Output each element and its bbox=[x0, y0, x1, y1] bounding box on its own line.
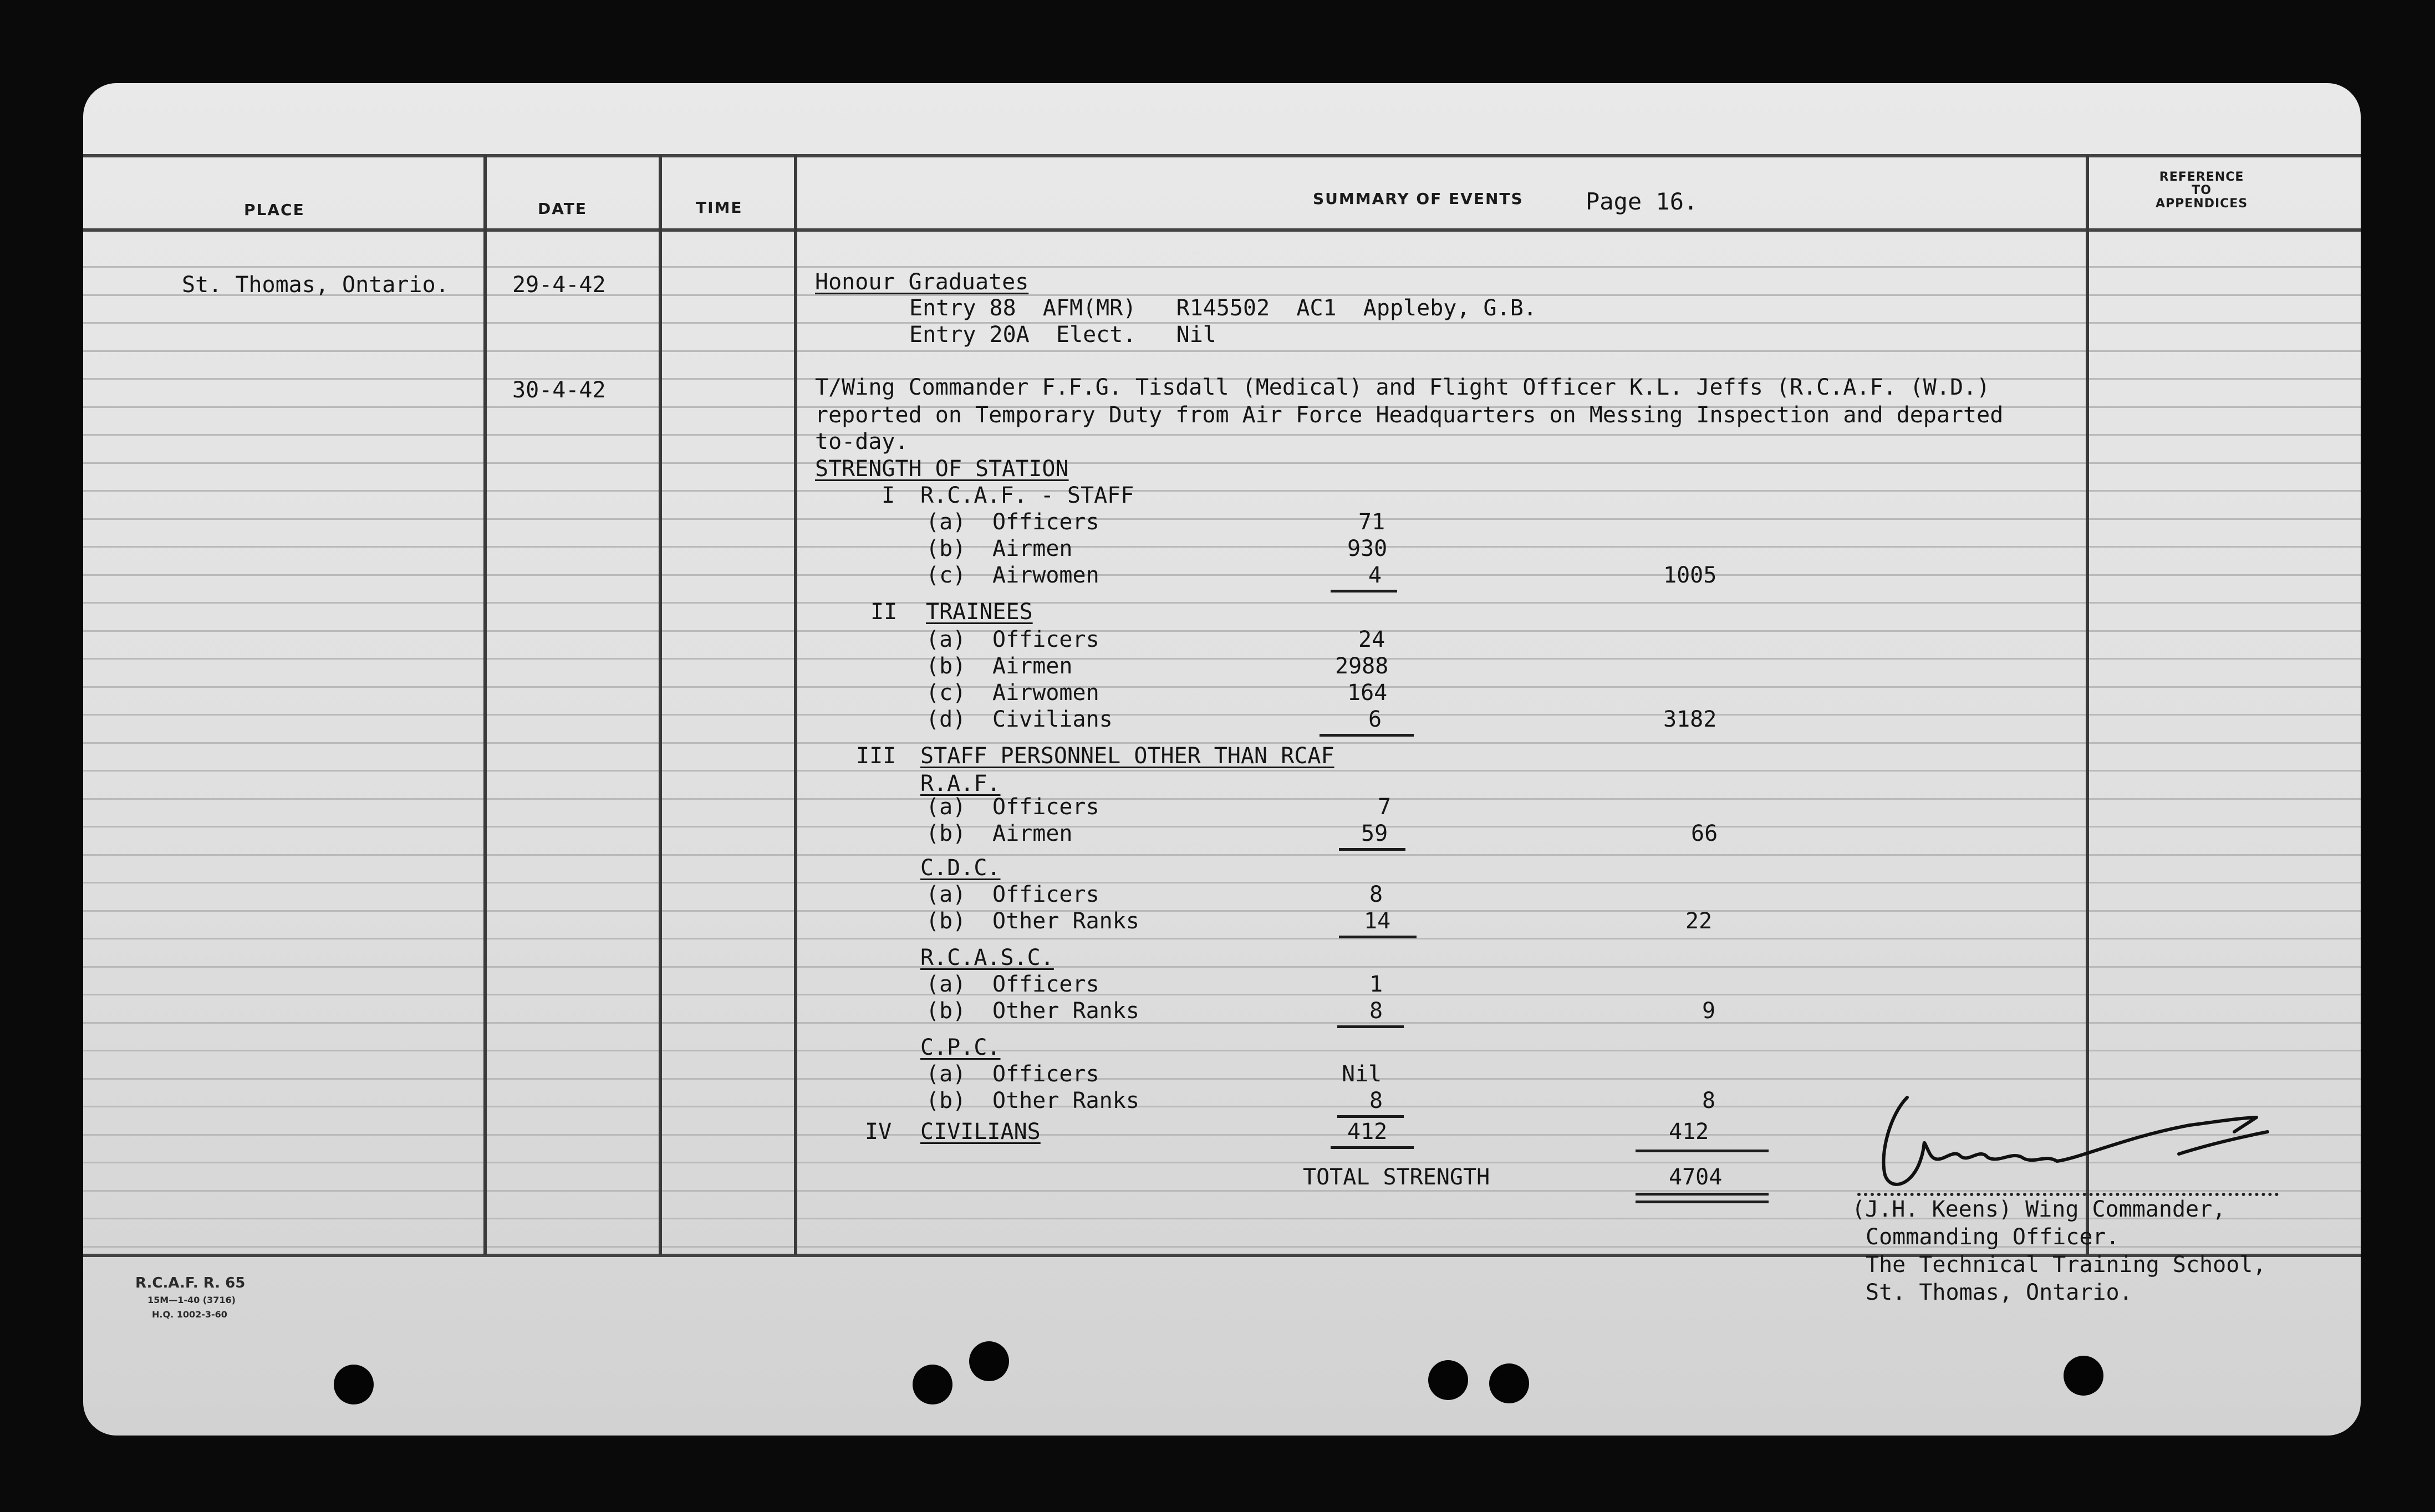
form-code: R.C.A.F. R. 65 bbox=[135, 1275, 246, 1291]
total-double-rule-2 bbox=[1636, 1201, 1769, 1203]
subtotal-value: 1005 bbox=[1663, 563, 1717, 588]
ruled-line bbox=[83, 966, 2361, 968]
handwritten-signature bbox=[1868, 1092, 2290, 1203]
total-value: 4704 bbox=[1669, 1164, 1723, 1190]
column-divider-summary bbox=[2086, 155, 2089, 1255]
ruled-line bbox=[83, 518, 2361, 520]
record-card bbox=[83, 83, 2361, 1436]
row-key: (a) bbox=[926, 627, 966, 652]
row-value: 14 bbox=[1364, 908, 1391, 934]
row-value: 59 bbox=[1361, 821, 1388, 846]
ruled-line bbox=[83, 714, 2361, 716]
group-numeral: III bbox=[856, 743, 896, 769]
date-value-2: 30-4-42 bbox=[512, 377, 606, 403]
entry2-para-line-3: to-day. bbox=[815, 429, 909, 454]
header-time: TIME bbox=[696, 198, 743, 217]
header-summary: SUMMARY OF EVENTS bbox=[1313, 190, 1524, 208]
subtotal-value: 8 bbox=[1702, 1088, 1716, 1113]
signature-unit: The Technical Training School, bbox=[1866, 1252, 2266, 1278]
row-label: Officers bbox=[992, 509, 1099, 535]
row-label: Airmen bbox=[992, 536, 1073, 561]
total-label: TOTAL STRENGTH bbox=[1303, 1164, 1490, 1190]
ruled-line bbox=[83, 490, 2361, 492]
row-key: (a) bbox=[926, 794, 966, 820]
sum-rule bbox=[1331, 1146, 1414, 1149]
ruled-line bbox=[83, 266, 2361, 268]
row-key: (b) bbox=[926, 1088, 966, 1113]
honour-graduates-title: Honour Graduates bbox=[815, 269, 1029, 295]
subgroup-title: C.P.C. bbox=[920, 1035, 1001, 1060]
punch-hole bbox=[913, 1365, 952, 1404]
place-value: St. Thomas, Ontario. bbox=[182, 272, 449, 298]
header-place: PLACE bbox=[244, 201, 305, 219]
group-title: STAFF PERSONNEL OTHER THAN RCAF bbox=[920, 743, 1334, 769]
row-label: Airmen bbox=[992, 821, 1073, 846]
row-value: 24 bbox=[1358, 627, 1385, 652]
sum-rule bbox=[1320, 734, 1414, 737]
row-value: 7 bbox=[1378, 794, 1392, 820]
group-numeral: I bbox=[882, 483, 895, 508]
row-label: Other Ranks bbox=[992, 908, 1139, 934]
punch-hole bbox=[969, 1341, 1009, 1381]
ruled-line bbox=[83, 770, 2361, 772]
row-value: Nil bbox=[1342, 1061, 1382, 1087]
ruled-line bbox=[83, 602, 2361, 604]
row-value: 1 bbox=[1369, 972, 1383, 997]
ruled-line bbox=[83, 826, 2361, 827]
row-value: 8 bbox=[1369, 998, 1383, 1024]
row-key: (a) bbox=[926, 1061, 966, 1087]
punch-hole bbox=[1489, 1363, 1529, 1403]
page-number: Page 16. bbox=[1586, 188, 1698, 215]
group-numeral: II bbox=[870, 599, 898, 625]
row-value: 8 bbox=[1369, 1088, 1383, 1113]
ruled-line bbox=[83, 546, 2361, 548]
header-rule bbox=[83, 228, 2361, 232]
row-value: 930 bbox=[1347, 536, 1388, 561]
strength-heading: STRENGTH OF STATION bbox=[815, 456, 1069, 482]
date-value-1: 29-4-42 bbox=[512, 272, 606, 298]
row-label: Airwomen bbox=[992, 563, 1099, 588]
row-label: Other Ranks bbox=[992, 1088, 1139, 1113]
row-label: Officers bbox=[992, 627, 1099, 652]
ruled-line bbox=[83, 910, 2361, 912]
signature-title: Commanding Officer. bbox=[1866, 1224, 2120, 1250]
ruled-line bbox=[83, 854, 2361, 856]
honour-entry-line-1: Entry 88 AFM(MR) R145502 AC1 Appleby, G.B. bbox=[909, 295, 1537, 321]
ruled-line bbox=[83, 798, 2361, 800]
column-divider-time bbox=[794, 155, 797, 1255]
ruled-line bbox=[83, 434, 2361, 436]
sum-rule bbox=[1337, 1025, 1404, 1028]
row-value: 164 bbox=[1347, 680, 1388, 706]
subtotal-value: 3182 bbox=[1663, 707, 1717, 732]
entry2-para-line-1: T/Wing Commander F.F.G. Tisdall (Medical) and Flight Officer K.L. Jeffs (R.C.A.F. (W.D.) bbox=[815, 375, 1990, 400]
ruled-line bbox=[83, 686, 2361, 688]
row-label: Officers bbox=[992, 972, 1099, 997]
total-rule bbox=[1636, 1150, 1769, 1152]
row-label: Officers bbox=[992, 794, 1099, 820]
row-value: 6 bbox=[1368, 707, 1382, 732]
row-label: Officers bbox=[992, 882, 1099, 907]
subtotal-value: 412 bbox=[1669, 1119, 1709, 1145]
subtotal-value: 66 bbox=[1691, 821, 1718, 846]
header-date: DATE bbox=[538, 200, 587, 218]
entry2-para-line-2: reported on Temporary Duty from Air Force Headquarters on Messing Inspection and departed bbox=[815, 402, 2004, 428]
group-numeral: IV bbox=[865, 1119, 892, 1145]
row-key: (a) bbox=[926, 509, 966, 535]
sum-rule bbox=[1339, 936, 1417, 938]
ruled-line bbox=[83, 462, 2361, 464]
form-hq-code: H.Q. 1002-3-60 bbox=[152, 1309, 227, 1320]
ruled-line bbox=[83, 1050, 2361, 1051]
subtotal-value: 9 bbox=[1702, 998, 1716, 1024]
group-title: TRAINEES bbox=[926, 599, 1033, 625]
top-border bbox=[83, 154, 2361, 157]
punch-hole bbox=[334, 1365, 374, 1404]
group-title: CIVILIANS bbox=[920, 1119, 1041, 1145]
ruled-line bbox=[83, 994, 2361, 995]
ruled-line bbox=[83, 574, 2361, 576]
signature-name: (J.H. Keens) Wing Commander, bbox=[1852, 1197, 2226, 1222]
ruled-line bbox=[83, 1022, 2361, 1024]
row-label: Civilians bbox=[992, 707, 1113, 732]
punch-hole bbox=[2064, 1356, 2103, 1396]
row-key: (c) bbox=[926, 680, 966, 706]
row-key: (b) bbox=[926, 908, 966, 934]
total-double-rule-1 bbox=[1636, 1193, 1769, 1196]
row-key: (b) bbox=[926, 998, 966, 1024]
row-key: (b) bbox=[926, 536, 966, 561]
signature-place: St. Thomas, Ontario. bbox=[1866, 1280, 2133, 1305]
ruled-line bbox=[83, 1078, 2361, 1080]
ruled-line bbox=[83, 882, 2361, 883]
row-value: 412 bbox=[1347, 1119, 1388, 1145]
row-key: (d) bbox=[926, 707, 966, 732]
row-label: Airwomen bbox=[992, 680, 1099, 706]
column-divider-date bbox=[659, 155, 662, 1255]
honour-entry-line-2: Entry 20A Elect. Nil bbox=[909, 322, 1216, 348]
ruled-line bbox=[83, 350, 2361, 352]
row-label: Officers bbox=[992, 1061, 1099, 1087]
row-value: 4 bbox=[1368, 563, 1382, 588]
header-reference: REFERENCE TO APPENDICES bbox=[2156, 170, 2248, 211]
ruled-line bbox=[83, 938, 2361, 939]
row-value: 8 bbox=[1369, 882, 1383, 907]
row-key: (b) bbox=[926, 653, 966, 679]
column-divider-place bbox=[483, 155, 487, 1255]
ruled-line bbox=[83, 658, 2361, 660]
row-label: Airmen bbox=[992, 653, 1073, 679]
row-key: (c) bbox=[926, 563, 966, 588]
subgroup-title: R.A.F. bbox=[920, 771, 1001, 796]
row-key: (a) bbox=[926, 972, 966, 997]
sum-rule bbox=[1339, 848, 1405, 851]
row-key: (b) bbox=[926, 821, 966, 846]
subgroup-title: C.D.C. bbox=[920, 855, 1001, 881]
row-value: 2988 bbox=[1335, 653, 1389, 679]
group-title: R.C.A.F. - STAFF bbox=[920, 483, 1134, 508]
row-value: 71 bbox=[1358, 509, 1385, 535]
subgroup-title: R.C.A.S.C. bbox=[920, 945, 1054, 970]
ruled-line bbox=[83, 322, 2361, 324]
row-label: Other Ranks bbox=[992, 998, 1139, 1024]
sum-rule bbox=[1337, 1115, 1404, 1118]
form-print-code: 15M—1-40 (3716) bbox=[147, 1295, 236, 1305]
subtotal-value: 22 bbox=[1685, 908, 1713, 934]
punch-hole bbox=[1428, 1360, 1468, 1400]
row-key: (a) bbox=[926, 882, 966, 907]
ruled-line bbox=[83, 630, 2361, 632]
sum-rule bbox=[1331, 590, 1397, 592]
